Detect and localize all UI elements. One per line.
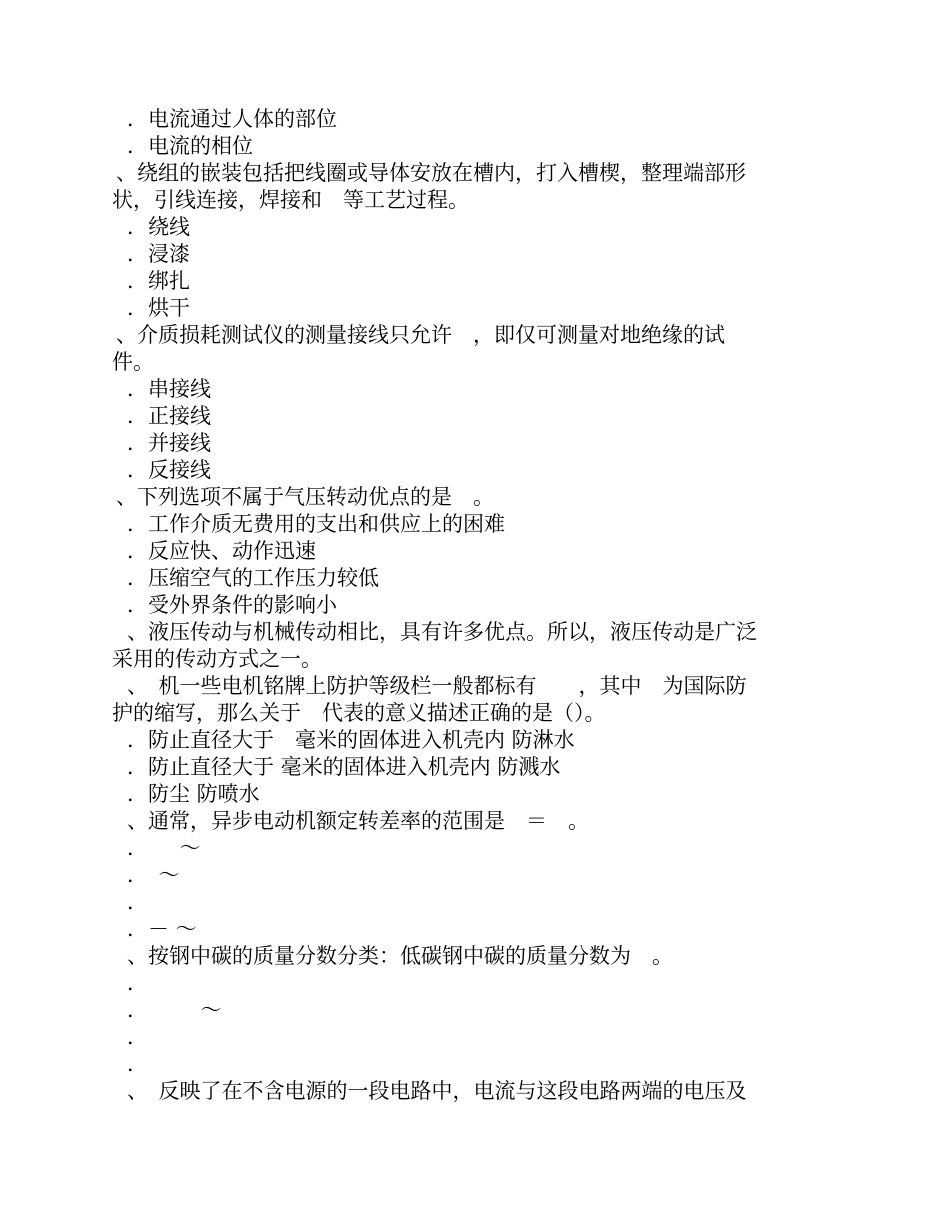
question-text: 、 机一些电机铭牌上防护等级栏一般都标有 ，其中 为国际防 xyxy=(127,674,747,698)
question-text: 、液压传动与机械传动相比，具有许多优点。所以，液压传动是广泛 xyxy=(127,620,757,644)
option-line: ．烘干 xyxy=(127,296,190,320)
option-line: ．反接线 xyxy=(127,458,211,482)
option-line: ． ～ xyxy=(127,863,180,887)
option-line: ．受外界条件的影响小 xyxy=(127,593,337,617)
option-line: ．电流通过人体的部位 xyxy=(127,107,337,131)
question-text: 件。 xyxy=(112,350,154,374)
option-line: ．正接线 xyxy=(127,404,211,428)
option-line: ． ～ xyxy=(127,836,201,860)
option-line: ． xyxy=(127,1052,148,1076)
question-text: 、 反映了在不含电源的一段电路中，电流与这段电路两端的电压及 xyxy=(127,1079,747,1103)
question-text: 、按钢中碳的质量分数分类：低碳钢中碳的质量分数为 。 xyxy=(127,944,673,968)
option-line: ． xyxy=(127,1025,148,1049)
option-line: ．绑扎 xyxy=(127,269,190,293)
option-line: ． xyxy=(127,971,148,995)
option-line: ．绕线 xyxy=(127,215,190,239)
option-line: ．串接线 xyxy=(127,377,211,401)
question-text: 、下列选项不属于气压转动优点的是 。 xyxy=(116,485,494,509)
option-line: ．防尘 防喷水 xyxy=(127,782,260,806)
option-line: ． xyxy=(127,890,148,914)
option-line: ．防止直径大于 毫米的固体进入机壳内 防淋水 xyxy=(127,728,575,752)
question-text: 、介质损耗测试仪的测量接线只允许 ，即仅可测量对地绝缘的试 xyxy=(116,323,725,347)
question-text: 、通常，异步电动机额定转差率的范围是 ＝ 。 xyxy=(127,809,589,833)
option-line: ．防止直径大于 毫米的固体进入机壳内 防溅水 xyxy=(127,755,561,779)
option-line: ．工作介质无费用的支出和供应上的困难 xyxy=(127,512,505,536)
question-text: 状，引线连接，焊接和 等工艺过程。 xyxy=(112,188,469,212)
option-line: ．－ ～ xyxy=(127,917,197,941)
option-line: ．电流的相位 xyxy=(127,134,253,158)
question-text: 、绕组的嵌装包括把线圈或导体安放在槽内，打入槽楔，整理端部形 xyxy=(116,161,746,185)
option-line: ．浸漆 xyxy=(127,242,190,266)
option-line: ．并接线 xyxy=(127,431,211,455)
option-line: ． ～ xyxy=(127,998,222,1022)
question-text: 采用的传动方式之一。 xyxy=(112,647,322,671)
option-line: ．反应快、动作迅速 xyxy=(127,539,316,563)
option-line: ．压缩空气的工作压力较低 xyxy=(127,566,379,590)
question-text: 护的缩写，那么关于 代表的意义描述正确的是（）。 xyxy=(112,701,606,725)
